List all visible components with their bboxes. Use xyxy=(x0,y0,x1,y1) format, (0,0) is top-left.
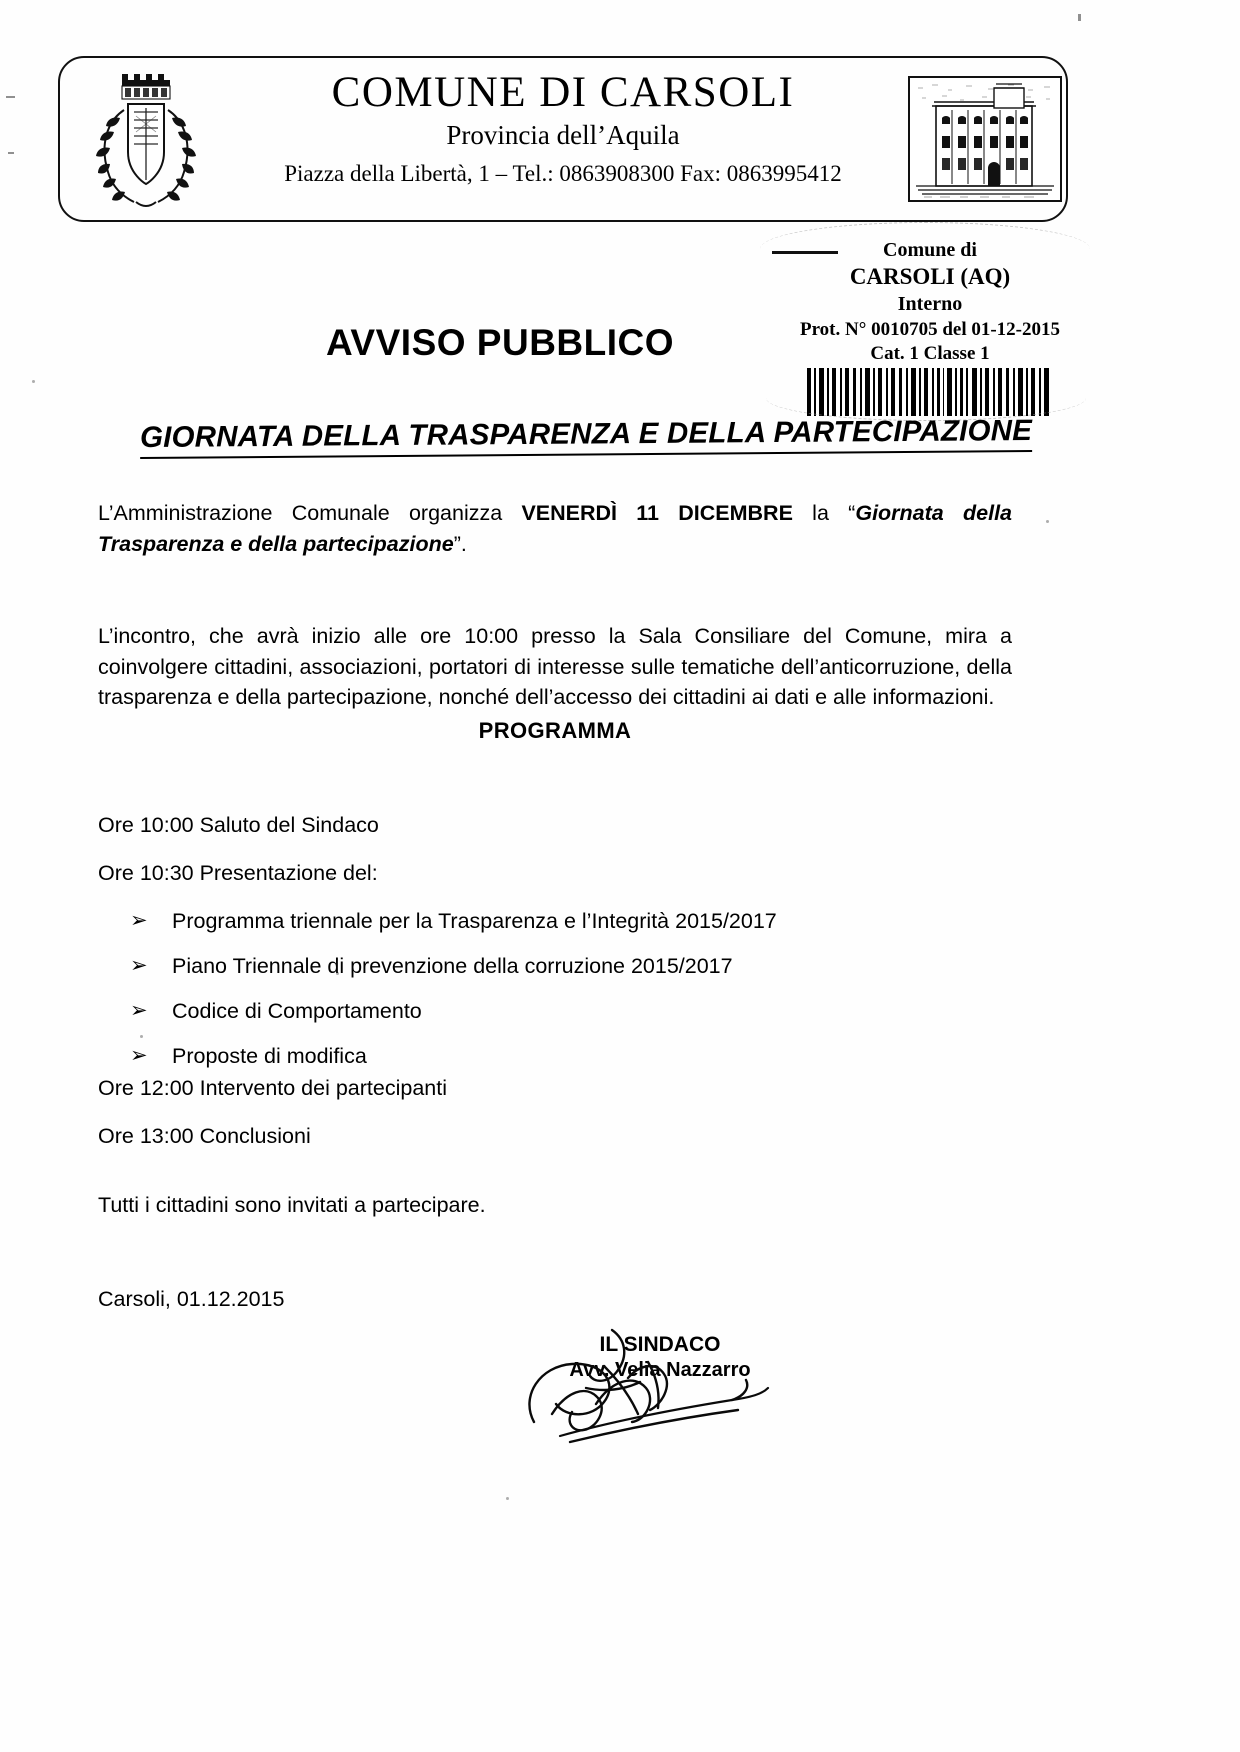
scan-artifact xyxy=(32,380,35,383)
signature-block xyxy=(520,1332,800,1383)
letterhead-text xyxy=(238,70,888,186)
scan-artifact xyxy=(8,152,14,154)
municipality-title: COMUNE DI CARSOLI xyxy=(331,69,795,116)
stamp-protocol-number: Prot. N° 0010705 del 01-12-2015 xyxy=(799,318,1061,340)
programma-heading: PROGRAMMA xyxy=(478,718,632,743)
p1-date-bold: VENERDÌ 11 DICEMBRE xyxy=(521,501,793,525)
document-body xyxy=(98,498,1012,713)
paragraph-announcement xyxy=(98,498,1012,559)
stamp-line-comune: Comune di xyxy=(883,239,977,261)
list-item-label: Programma triennale per la Trasparenza e l’Integrità 2015/2017 xyxy=(172,909,777,933)
event-heading-text: GIORNATA DELLA TRASPARENZA E DELLA PARTECIPAZIONE xyxy=(140,414,1032,459)
arrow-bullet-icon: ➢ xyxy=(130,952,148,977)
p1-quote-close: ”. xyxy=(453,531,467,556)
document-type-title: AVVISO PUBBLICO xyxy=(325,322,675,363)
place-and-date: Carsoli, 01.12.2015 xyxy=(98,1287,285,1311)
stamp-category: Cat. 1 Classe 1 xyxy=(870,342,990,364)
scan-artifact xyxy=(506,1497,509,1500)
town-hall-building-icon xyxy=(908,76,1062,202)
list-item-label: Codice di Comportamento xyxy=(172,998,422,1023)
signature-name: Avv. Velia Nazzarro xyxy=(569,1359,751,1382)
stamp-line-interno: Interno xyxy=(897,292,963,315)
list-item-label: Piano Triennale di prevenzione della corruzione 2015/2017 xyxy=(172,953,733,978)
schedule-entry-1300: Ore 13:00 Conclusioni xyxy=(98,1124,311,1148)
list-item xyxy=(130,953,990,981)
event-heading xyxy=(140,413,1100,455)
arrow-bullet-icon: ➢ xyxy=(130,908,148,932)
coat-of-arms-icon xyxy=(78,64,214,216)
programma-item-list xyxy=(130,908,990,1088)
p1-quote-open: “ xyxy=(848,501,856,525)
schedule-entry-1000: Ore 10:00 Saluto del Sindaco xyxy=(98,813,379,837)
paragraph-spacer xyxy=(98,559,1012,621)
paragraph-details: L’incontro, che avrà inizio alle ore 10:00 presso la Sala Consiliare del Comune, mira a coinvolgere cittadini, associazioni, portatori di interesse sulle tematiche dell’anticorruzione, della trasparenza e della partecipazione, nonché dell’accesso dei cittadini ai dati e alle informazioni. xyxy=(98,624,1012,710)
list-item xyxy=(130,1043,990,1071)
p1-part-b: la xyxy=(792,501,849,525)
list-item-label: Proposte di modifica xyxy=(172,1043,367,1068)
scan-artifact xyxy=(1078,14,1081,21)
p1-event-name: Giornata della Trasparenza e della partecipazione xyxy=(98,501,1012,556)
schedule-entry-1200: Ore 12:00 Intervento dei partecipanti xyxy=(98,1076,447,1100)
invitation-text: Tutti i cittadini sono invitati a partecipare. xyxy=(98,1193,486,1217)
schedule-entry-1030: Ore 10:30 Presentazione del: xyxy=(98,861,378,885)
letterhead xyxy=(58,56,1068,222)
arrow-bullet-icon: ➢ xyxy=(130,1042,148,1067)
list-item xyxy=(130,908,990,936)
p1-part-a: L’Amministrazione Comunale organizza xyxy=(98,501,522,525)
stamp-line-city: CARSOLI (AQ) xyxy=(849,264,1011,289)
scan-artifact xyxy=(6,96,15,98)
province-subtitle: Provincia dell’Aquila xyxy=(446,120,680,151)
arrow-bullet-icon: ➢ xyxy=(130,997,148,1022)
address-line: Piazza della Libertà, 1 – Tel.: 0863908300 Fax: 0863995412 xyxy=(284,161,842,187)
signature-title: IL SINDACO xyxy=(599,1333,721,1356)
scan-artifact xyxy=(1046,520,1049,523)
list-item xyxy=(130,998,990,1026)
